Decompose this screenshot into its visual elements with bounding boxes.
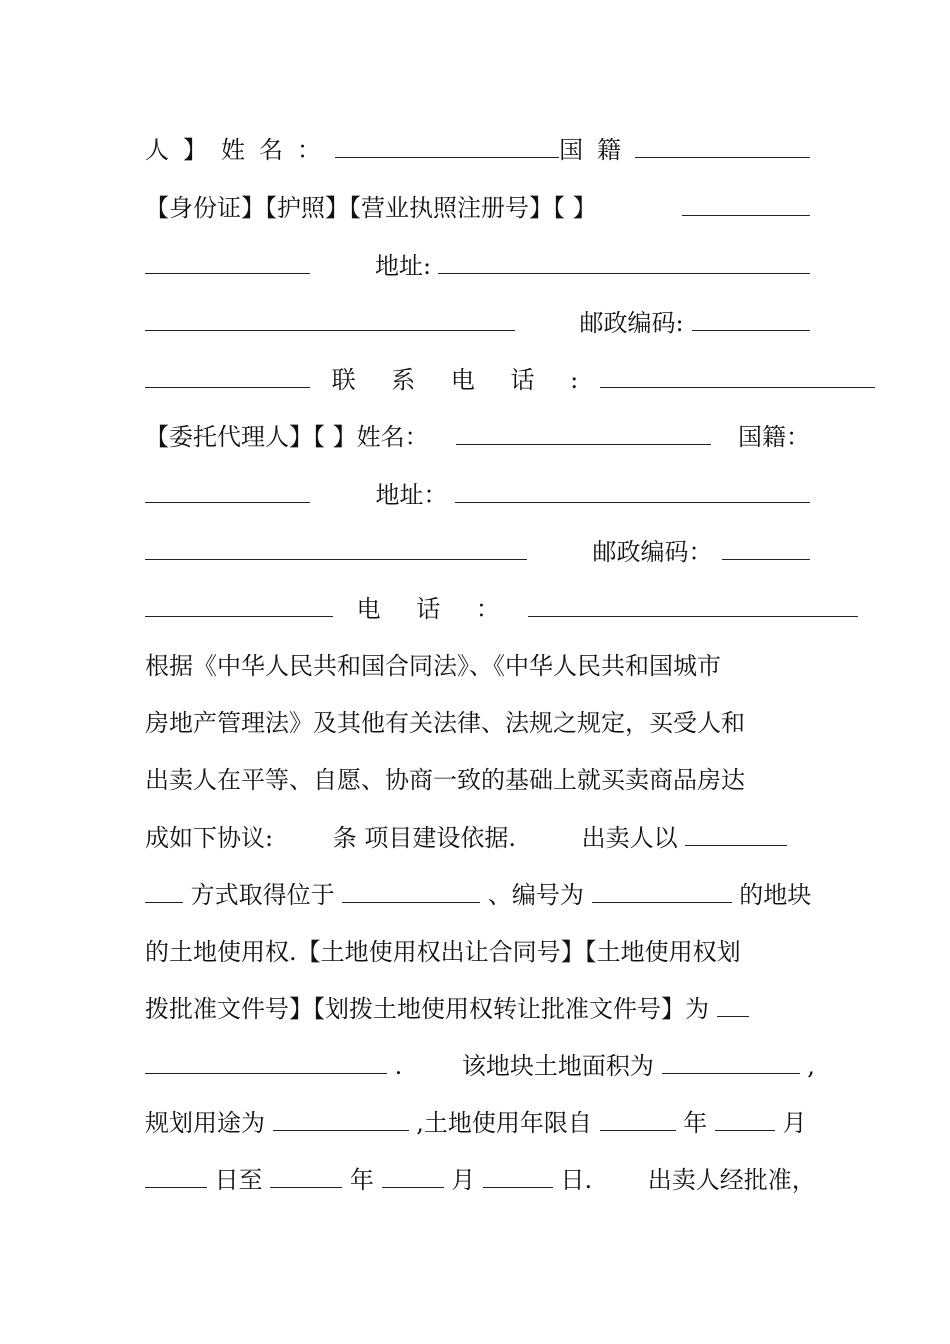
id-number-field[interactable] (682, 193, 810, 216)
day-label: 日. (560, 1166, 593, 1194)
body-text: 根据《中华人民共和国合同法》、《中华人民共和国城市 (145, 652, 721, 680)
body-text: 出卖人在平等、自愿、协商一致的基础上就买卖商品房达 (145, 766, 745, 794)
acquisition-method-field[interactable] (685, 823, 787, 846)
plot-suffix: 的地块 (739, 881, 812, 909)
body-text-line-1 (145, 646, 810, 686)
agent-name-label: 【委托代理人】【 】姓名： (145, 423, 429, 451)
term-from-label: ,土地使用年限自 (416, 1109, 592, 1137)
land-area-label: 该地块土地面积为 (461, 1052, 654, 1080)
agent-address-continued-field[interactable] (145, 537, 527, 560)
seller-name-label: 人】姓名： (145, 136, 335, 164)
postal-code-label: 邮政编码: (579, 309, 684, 337)
land-term-line (145, 1160, 816, 1200)
phone-line (145, 360, 810, 400)
land-right-text: 的土地使用权.【土地使用权出让合同号】【土地使用权划 (145, 938, 741, 966)
address-label: 地址: (374, 252, 432, 280)
phone-label: 联 系 电 话 : (331, 366, 593, 394)
agent-address-line (145, 475, 810, 515)
end-month-field[interactable] (382, 1165, 444, 1188)
address-continued-field[interactable] (145, 308, 515, 331)
agent-name-line (145, 417, 810, 457)
planned-use-field[interactable] (273, 1108, 409, 1131)
agent-postal-code-field[interactable] (722, 537, 810, 560)
approval-doc-number-field[interactable] (717, 994, 749, 1017)
land-location-line (145, 875, 810, 915)
body-text-line-3 (145, 760, 810, 800)
address-line (145, 246, 810, 286)
plot-number-label: 、编号为 (487, 881, 584, 909)
postal-code-field[interactable] (692, 308, 810, 331)
postal-code-continued-field[interactable] (145, 365, 310, 388)
seller-method-label: 出卖人以 (581, 824, 678, 852)
agreement-line (145, 818, 810, 858)
comma-mark: , (807, 1052, 815, 1080)
land-use-line (145, 1103, 810, 1143)
id-type-line (145, 188, 810, 228)
agent-phone-label: 电 话 ： (356, 595, 514, 623)
end-year-field[interactable] (270, 1165, 342, 1188)
agent-nationality-field[interactable] (145, 480, 310, 503)
id-number-continued-field[interactable] (145, 251, 310, 274)
address-field[interactable] (438, 251, 810, 274)
article-heading: 条 项目建设依据. (332, 824, 516, 852)
agent-address-field[interactable] (455, 480, 810, 503)
approval-doc-text: 拨批准文件号】【划拨土地使用权转让批准文件号】为 (145, 995, 709, 1023)
year-label: 年 (683, 1109, 708, 1137)
start-month-field[interactable] (715, 1108, 775, 1131)
agent-phone-field[interactable] (528, 594, 858, 617)
agent-address-label: 地址： (375, 481, 448, 509)
location-label: 方式取得位于 (190, 881, 335, 909)
seller-approval-text: 出卖人经批准， (647, 1166, 816, 1194)
agent-nationality-label: 国籍： (737, 423, 810, 451)
land-area-line (145, 1046, 815, 1086)
plot-number-field[interactable] (592, 880, 732, 903)
agent-postal-continued-field[interactable] (145, 594, 333, 617)
land-location-field[interactable] (342, 880, 480, 903)
nationality-label: 国籍 (559, 136, 636, 164)
body-text: 房地产管理法》及其他有关法律、法规之规定，买受人和 (145, 709, 745, 737)
seller-nationality-field[interactable] (635, 135, 810, 158)
day-to-label: 日至 (214, 1166, 263, 1194)
body-text-line-2 (145, 703, 810, 743)
end-day-field[interactable] (483, 1165, 553, 1188)
approval-doc-number-continued-field[interactable] (145, 1051, 387, 1074)
period-mark: . (394, 1052, 403, 1080)
acquisition-method-continued-field[interactable] (145, 880, 183, 903)
year-label: 年 (349, 1166, 374, 1194)
seller-name-field[interactable] (335, 135, 559, 158)
approval-doc-line (145, 989, 810, 1029)
planned-use-label: 规划用途为 (145, 1109, 265, 1137)
agreement-intro: 成如下协议: (145, 824, 274, 852)
month-label: 月 (782, 1109, 807, 1137)
agent-name-field[interactable] (456, 422, 711, 445)
phone-field[interactable] (600, 365, 875, 388)
id-type-options: 【身份证】【护照】【营业执照注册号】【 】 (145, 194, 597, 222)
postal-code-line (145, 303, 810, 343)
seller-name-line (145, 130, 810, 170)
start-day-field[interactable] (145, 1165, 207, 1188)
month-label: 月 (451, 1166, 476, 1194)
agent-phone-line (145, 589, 810, 629)
start-year-field[interactable] (600, 1108, 676, 1131)
land-area-field[interactable] (662, 1051, 800, 1074)
agent-postal-code-label: 邮政编码： (592, 538, 713, 566)
land-right-line (145, 932, 810, 972)
agent-postal-line (145, 532, 810, 572)
